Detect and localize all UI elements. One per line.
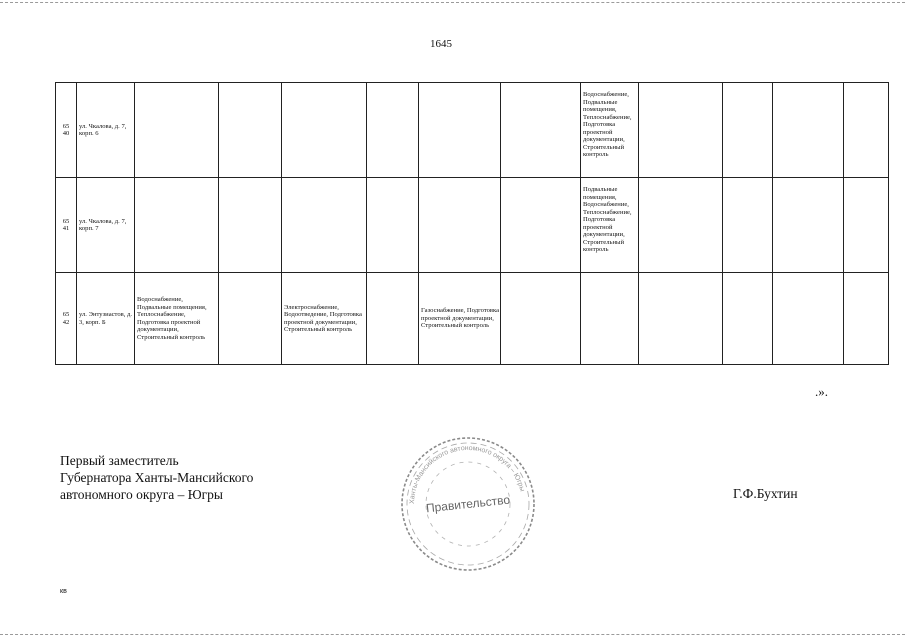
work-cell xyxy=(501,273,581,365)
table-row xyxy=(56,178,889,273)
work-cell xyxy=(367,178,419,273)
scan-bottom-edge xyxy=(0,634,905,635)
work-cell: Газоснабжение, Подготовка проектной документации, Строительный контроль xyxy=(419,273,501,365)
work-cell xyxy=(501,83,581,178)
table-row xyxy=(56,273,889,365)
work-cell: Электроснабжение, Водоотведение, Подготовка проектной документации, Строительный контроль xyxy=(282,273,367,365)
work-cell xyxy=(135,178,219,273)
signatory-line: Губернатора Ханты-Мансийского xyxy=(60,470,254,485)
work-cell xyxy=(501,178,581,273)
work-cell xyxy=(219,83,282,178)
work-cell xyxy=(844,83,889,178)
seal-center-text: Правительство xyxy=(425,492,511,516)
row-number-cell: 65 41 xyxy=(56,178,77,273)
work-cell xyxy=(419,83,501,178)
row-number-cell: 65 42 xyxy=(56,273,77,365)
work-cell xyxy=(723,83,773,178)
work-cell xyxy=(773,273,844,365)
table-row xyxy=(56,83,889,178)
address-cell: ул. Энтузиастов, д. 3, корп. Б xyxy=(77,273,135,365)
official-seal xyxy=(398,434,538,574)
work-cell xyxy=(723,178,773,273)
closing-quote-mark: .». xyxy=(815,384,828,399)
works-table xyxy=(55,82,889,365)
work-cell xyxy=(581,273,639,365)
work-cell xyxy=(773,83,844,178)
work-cell xyxy=(219,178,282,273)
work-cell xyxy=(282,178,367,273)
work-cell xyxy=(844,273,889,365)
address-cell: ул. Чкалова, д. 7, корп. 6 xyxy=(77,83,135,178)
signatory-line: автономного округа – Югры xyxy=(60,487,223,502)
work-cell xyxy=(639,83,723,178)
signatory-line: Первый заместитель xyxy=(60,453,179,468)
signatory-title xyxy=(60,452,253,503)
work-cell xyxy=(282,83,367,178)
work-cell xyxy=(367,83,419,178)
seal-ring-text: Ханты-Мансийского автономного округа – Югры xyxy=(408,444,526,505)
work-cell: Подвальные помещения, Водоснабжение, Теплоснабжение, Подготовка проектной документации, Строительный контроль xyxy=(581,178,639,273)
work-cell xyxy=(844,178,889,273)
page-number: 1645 xyxy=(430,38,452,50)
work-cell xyxy=(773,178,844,273)
work-cell xyxy=(419,178,501,273)
work-cell xyxy=(135,83,219,178)
row-number-cell: 65 40 xyxy=(56,83,77,178)
work-cell xyxy=(639,273,723,365)
work-cell: Водоснабжение, Подвальные помещения, Теплоснабжение, Подготовка проектной документации, Строительный контроль xyxy=(135,273,219,365)
work-cell xyxy=(367,273,419,365)
scan-top-edge xyxy=(0,2,905,3)
work-cell xyxy=(219,273,282,365)
work-cell xyxy=(723,273,773,365)
work-cell: Водоснабжение, Подвальные помещения, Теплоснабжение, Подготовка проектной документации, Строительный контроль xyxy=(581,83,639,178)
footer-mark: кв xyxy=(60,588,67,595)
signer-name: Г.Ф.Бухтин xyxy=(733,486,798,501)
work-cell xyxy=(639,178,723,273)
address-cell: ул. Чкалова, д. 7, корп. 7 xyxy=(77,178,135,273)
